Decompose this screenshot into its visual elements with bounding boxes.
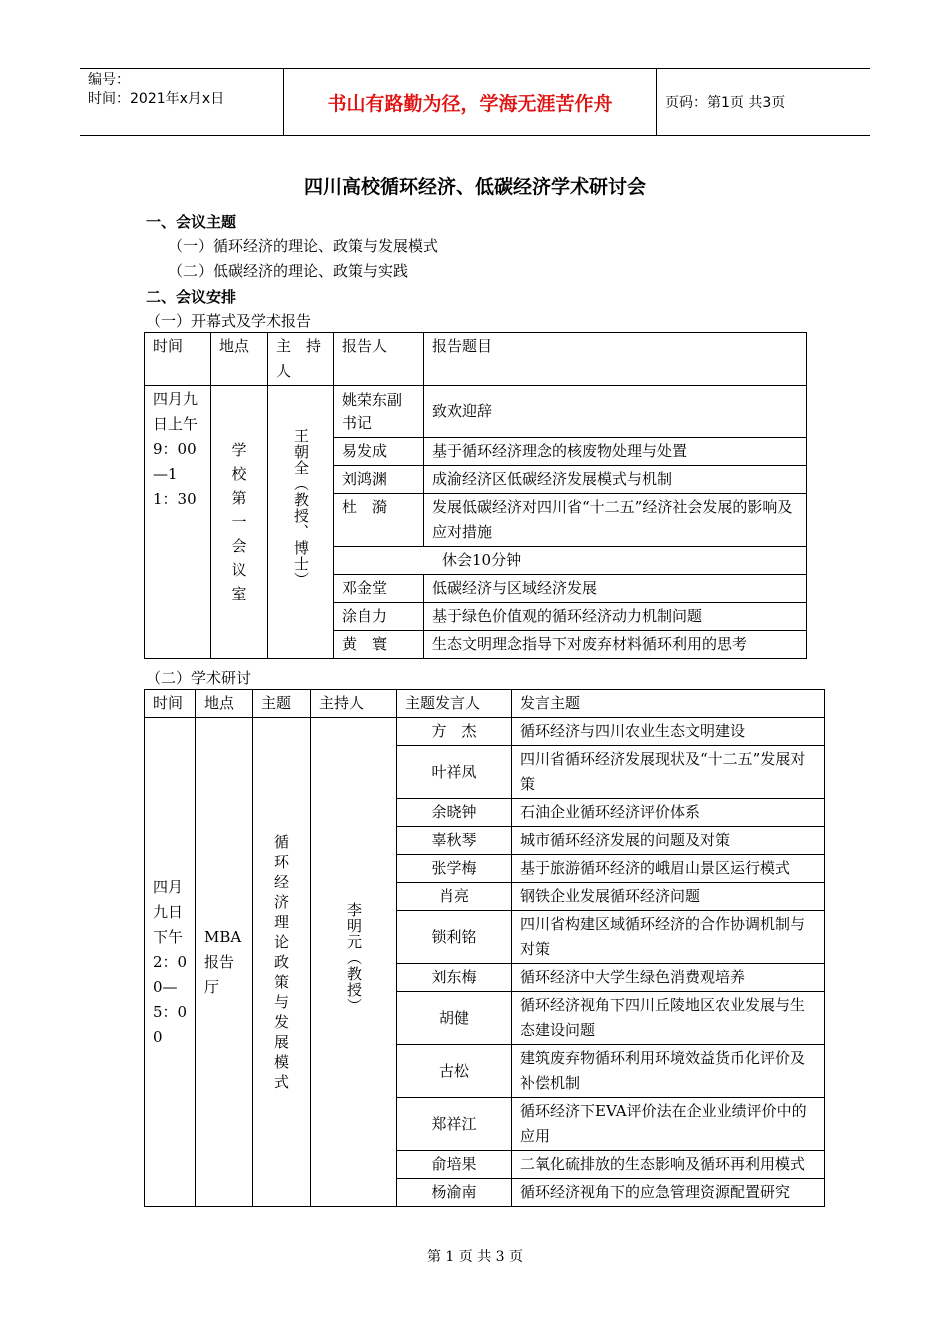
t2-speaker-4: 辜秋琴: [397, 827, 512, 855]
t1-topic-4: 发展低碳经济对四川省“十二五”经济社会发展的影响及应对措施: [424, 494, 807, 547]
t1-speaker-1: 姚荣东副书记: [334, 386, 424, 438]
t2-topic-13: 循环经济视角下的应急管理资源配置研究: [512, 1179, 825, 1207]
header-left: [80, 69, 284, 136]
t2-header-topic: 发言主题: [512, 690, 825, 718]
t2-speaker-7: 锁利铭: [397, 911, 512, 964]
t2-topic-10: 建筑废弃物循环利用环境效益货币化评价及补偿机制: [512, 1045, 825, 1098]
time-label: 时间：2021年x月x日: [88, 91, 225, 107]
t2-header-theme: 主题: [253, 690, 311, 718]
t2-topic-3: 石油企业循环经济评价体系: [512, 799, 825, 827]
t1-speaker-4: 杜 漪: [334, 494, 424, 547]
code-label: 编号：: [88, 72, 130, 88]
t2-header-time: 时间: [145, 690, 196, 718]
t1-time: 四月九日上午9：00—11：30: [145, 386, 211, 659]
motto: 书山有路勤为径，学海无涯苦作舟: [284, 69, 657, 136]
section1-item-1: （一）循环经济的理论、政策与发展模式: [168, 237, 439, 255]
t2-theme: 循环经济理论政策与发展模式: [253, 718, 311, 1207]
t2-topic-8: 循环经济中大学生绿色消费观培养: [512, 964, 825, 992]
t2-speaker-3: 余晓钟: [397, 799, 512, 827]
t2-topic-6: 钢铁企业发展循环经济问题: [512, 883, 825, 911]
t1-header-speaker: 报告人: [334, 333, 424, 386]
t2-topic-1: 循环经济与四川农业生态文明建设: [512, 718, 825, 746]
t2-topic-7: 四川省构建区域循环经济的合作协调机制与对策: [512, 911, 825, 964]
section1-heading: 一、会议主题: [146, 213, 237, 231]
t1-speaker-7: 涂自力: [334, 603, 424, 631]
t1-speaker-6: 邓金堂: [334, 575, 424, 603]
t2-topic-9: 循环经济视角下四川丘陵地区农业发展与生态建设问题: [512, 992, 825, 1045]
t2-header-speaker: 主题发言人: [397, 690, 512, 718]
t1-topic-2: 基于循环经济理念的核废物处理与处置: [424, 438, 807, 466]
section1-item-2: （二）低碳经济的理论、政策与实践: [168, 262, 409, 280]
t1-topic-8: 生态文明理念指导下对废弃材料循环利用的思考: [424, 631, 807, 659]
t2-speaker-10: 古松: [397, 1045, 512, 1098]
t1-place: 学校第一会议室: [211, 386, 268, 659]
part2-heading: （二）学术研讨: [146, 669, 252, 687]
t1-speaker-8: 黄 寰: [334, 631, 424, 659]
t2-speaker-13: 杨渝南: [397, 1179, 512, 1207]
t2-time: 四月九日下午2：00—5：00: [145, 718, 196, 1207]
t2-speaker-6: 肖亮: [397, 883, 512, 911]
t2-place: MBA报告厅: [196, 718, 253, 1207]
t1-host: 王朝全（教授、博士）: [292, 428, 310, 588]
t1-topic-1: 致欢迎辞: [424, 386, 807, 438]
t2-topic-4: 城市循环经济发展的问题及对策: [512, 827, 825, 855]
t2-speaker-5: 张学梅: [397, 855, 512, 883]
page-label: 页码：第1页 共3页: [665, 95, 786, 111]
t2-topic-11: 循环经济下EVA评价法在企业业绩评价中的应用: [512, 1098, 825, 1151]
t1-topic-6: 低碳经济与区域经济发展: [424, 575, 807, 603]
t2-topic-5: 基于旅游循环经济的峨眉山景区运行模式: [512, 855, 825, 883]
t1-topic-7: 基于绿色价值观的循环经济动力机制问题: [424, 603, 807, 631]
t2-speaker-1: 方 杰: [397, 718, 512, 746]
t2-topic-2: 四川省循环经济发展现状及“十二五”发展对策: [512, 746, 825, 799]
t2-topic-12: 二氧化硫排放的生态影响及循环再利用模式: [512, 1151, 825, 1179]
t2-header-host: 主持人: [311, 690, 397, 718]
page-footer: 第 1 页 共 3 页: [426, 1249, 524, 1265]
t1-break: 休会10分钟: [334, 547, 807, 575]
t1-host-cell: [268, 386, 334, 659]
t1-speaker-3: 刘鸿渊: [334, 466, 424, 494]
t2-speaker-2: 叶祥凤: [397, 746, 512, 799]
schedule-table-2: [144, 689, 825, 1207]
t2-speaker-9: 胡健: [397, 992, 512, 1045]
t2-header-place: 地点: [196, 690, 253, 718]
schedule-table-1: [144, 332, 807, 659]
part1-heading: （一）开幕式及学术报告: [146, 312, 312, 330]
t1-header-topic: 报告题目: [424, 333, 807, 386]
t1-header-host: 主 持人: [268, 333, 334, 386]
page-header: [80, 68, 870, 136]
document-title: 四川高校循环经济、低碳经济学术研讨会: [303, 176, 646, 198]
t2-speaker-8: 刘东梅: [397, 964, 512, 992]
t2-speaker-11: 郑祥江: [397, 1098, 512, 1151]
section2-heading: 二、会议安排: [146, 288, 237, 306]
t2-speaker-12: 俞培果: [397, 1151, 512, 1179]
t1-header-place: 地点: [211, 333, 268, 386]
t1-topic-3: 成渝经济区低碳经济发展模式与机制: [424, 466, 807, 494]
t1-header-time: 时间: [145, 333, 211, 386]
t1-speaker-2: 易发成: [334, 438, 424, 466]
t2-host: 李明元（教授）: [345, 902, 363, 1014]
t2-host-cell: [311, 718, 397, 1207]
